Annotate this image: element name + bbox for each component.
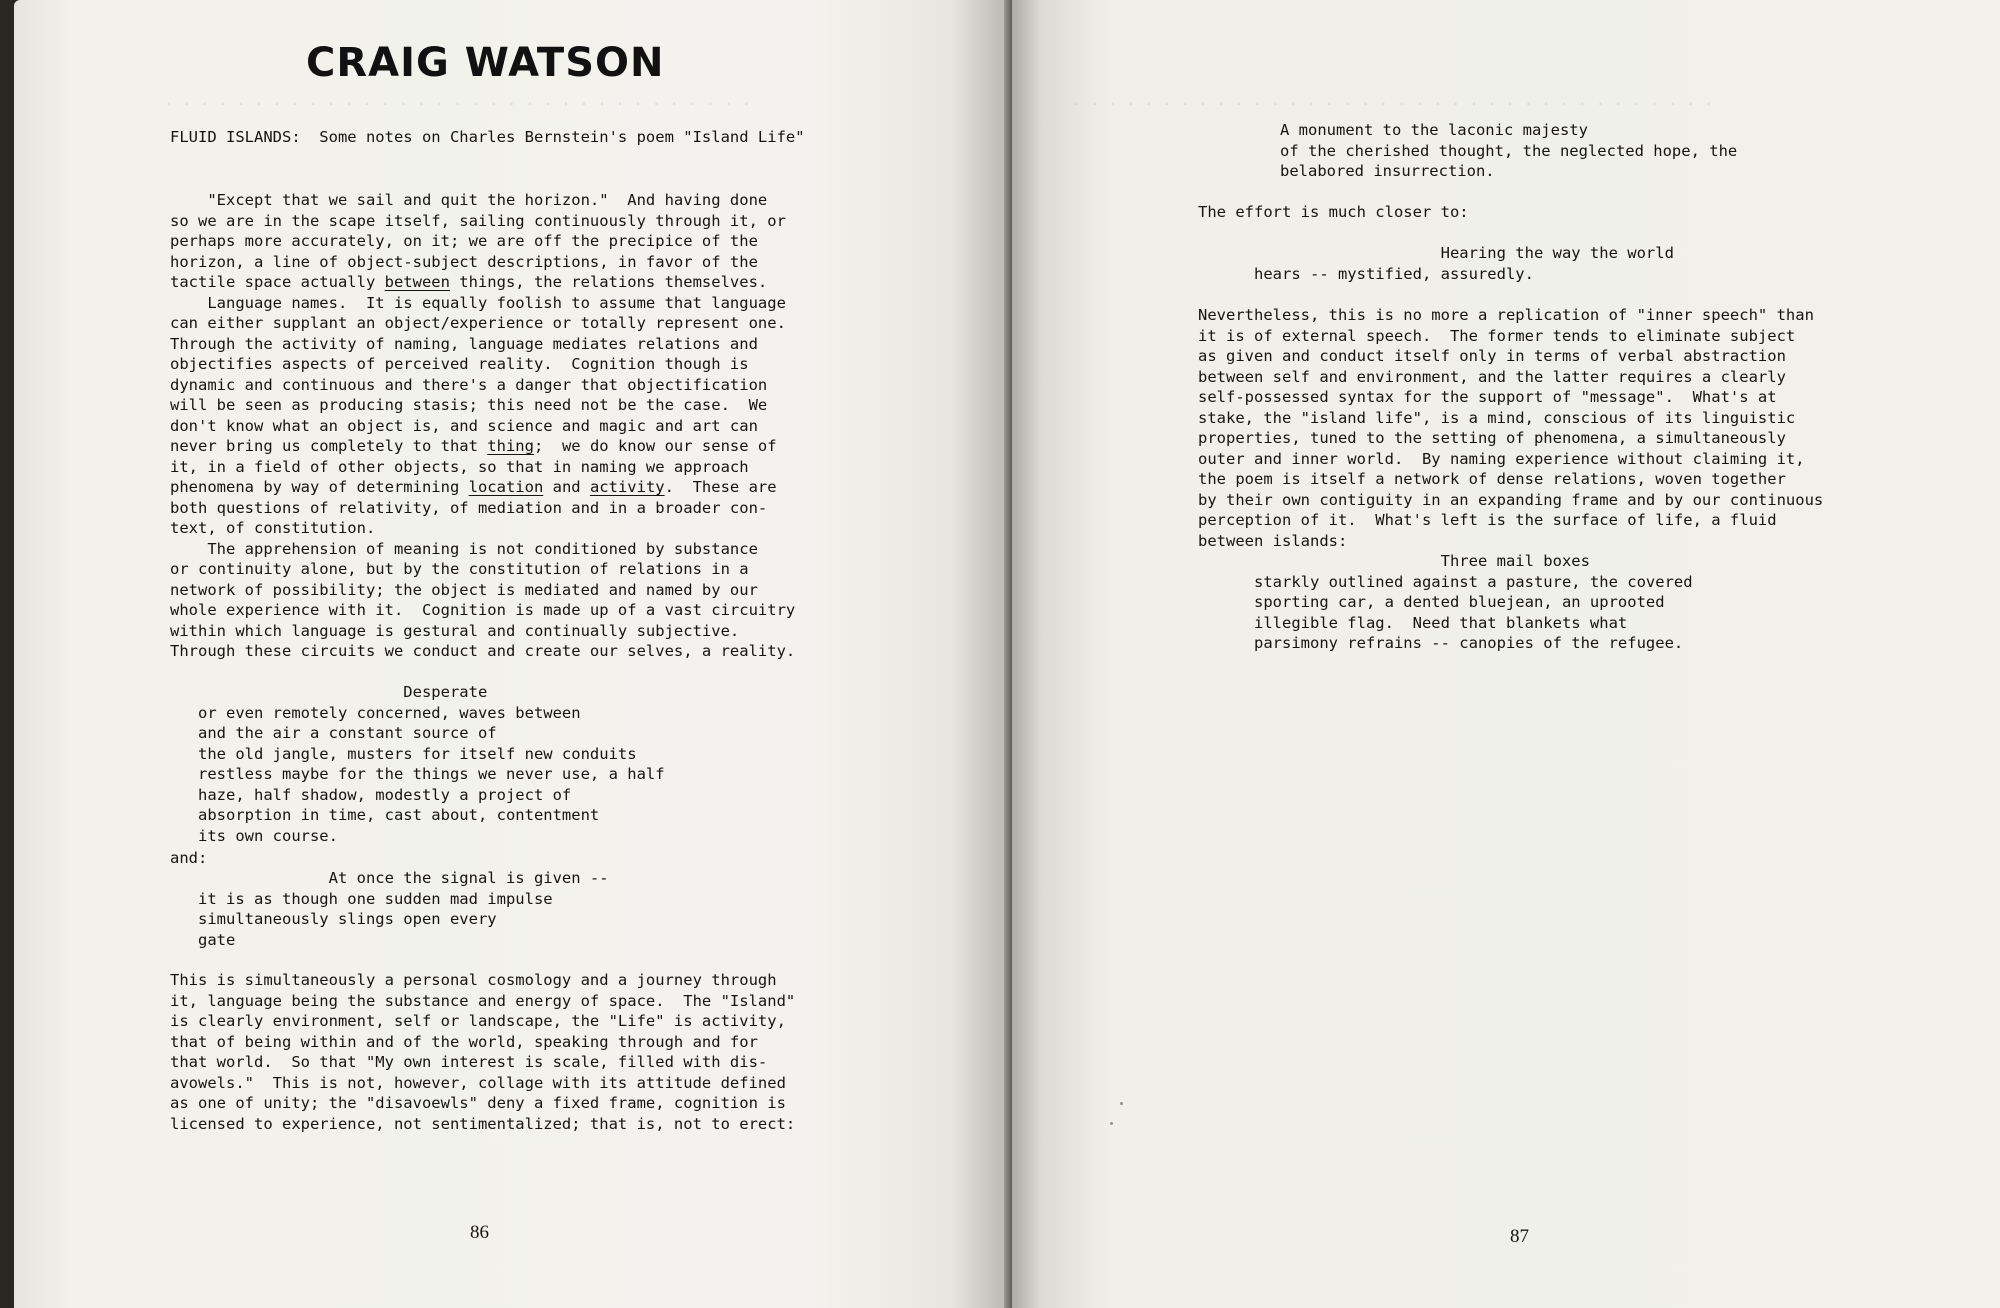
paragraph-2-b: ; we do know our sense of it, in a field of other objects, so that in naming we approach phenomena by way of determining: [170, 437, 777, 496]
show-through-text-left: . . . . . . . . . . . . . . . . . . . . . . . . . . . . . . . . .: [164, 91, 751, 109]
and-label: and:: [170, 849, 208, 867]
paragraph-2-c: and: [543, 478, 590, 496]
paragraph-2-d: . These are both questions of relativity, of mediation and in a broader con- text, of constitution.: [170, 478, 777, 537]
poem-quote-desperate: Desperate or even remotely concerned, waves between and the air a constant source of the old jangle, musters for itself new conduits restless maybe for the things we never use, a half haze, half shadow, modestly a project of absorption in time, cast about, contentment its own course.: [197, 683, 665, 845]
paragraph-2-a: Language names. It is equally foolish to assume that language can either supplant an object/experience or totally represent one. Through the activity of naming, language mediates relations and objectifies aspects of perceived reality. Cognition though is dynamic and continuous and there's a danger that objectification will be seen as producing stasis; this need not be the case. We don't know what an object is, and science and magic and art can never bring us completely to that: [170, 293, 786, 455]
paragraph-3: The apprehension of meaning is not conditioned by substance or continuity alone, but by the constitution of relations in a network of possibility; the object is mediated and named by our whole experience with it. Cognition is made up of a vast circuitry within which language is gestural and continually subjective. Through these circuits we conduct and create our selves, a reality.: [170, 539, 796, 660]
paragraph-5: Nevertheless, this is no more a replication of "inner speech" than it is of external speech. The former tends to eliminate subject as given and conduct itself only in terms of verbal abstraction between self and environment, and the latter requires a clearly self-possessed syntax for the support of "message". What's at stake, the "island life", is a mind, conscious of its linguistic properties, tuned to the setting of phenomena, a simultaneously outer and inner world. By naming experience without claiming it, the poem is itself a network of dense relations, woven together by their own contiguity in an expanding frame and by our continuous perception of it. What's left is the surface of life, a fluid between islands:: [1198, 306, 1824, 550]
essay-subtitle: FLUID ISLANDS: Some notes on Charles Bernstein's poem "Island Life": [170, 128, 805, 146]
page-number-left: 86: [470, 1222, 489, 1243]
underlined-thing: thing: [487, 437, 534, 455]
right-page: [1012, 0, 2000, 1308]
underlined-location: location: [468, 478, 544, 496]
left-body-text-1: [170, 190, 795, 662]
ink-speck: [1120, 1102, 1123, 1105]
paragraph-1: "Except that we sail and quit the horizon." And having done so we are in the scape itself, sailing continuously through it, or perhaps more accurately, on it; we are off the precipice of the horizon, a line of object-subject descriptions, in favor of the tactile space actually: [170, 191, 786, 291]
poem-quote-monument: A monument to the laconic majesty of the cherished thought, the neglected hope, the belabored insurrection.: [1280, 121, 1738, 180]
paragraph-1-end: things, the relations themselves.: [449, 273, 768, 291]
ink-speck: [1110, 1122, 1113, 1125]
poem-quote-signal: At once the signal is given -- it is as though one sudden mad impulse simultaneously slings open every gate: [197, 869, 609, 949]
author-title: CRAIG WATSON: [306, 40, 665, 86]
underlined-between: between: [384, 273, 450, 291]
left-page: [14, 0, 1010, 1308]
underlined-activity: activity: [589, 478, 665, 496]
effort-line: The effort is much closer to:: [1198, 203, 1469, 221]
poem-quote-mailboxes: Three mail boxes starkly outlined against a pasture, the covered sporting car, a dented bluejean, an uprooted illegible flag. Need that blankets what parsimony refrains -- canopies of the refugee.: [1253, 552, 1693, 652]
poem-quote-hearing: Hearing the way the world hears -- mystified, assuredly.: [1253, 244, 1674, 283]
paragraph-4: This is simultaneously a personal cosmology and a journey through it, language being the substance and energy of space. The "Island" is clearly environment, self or landscape, the "Life" is activity, that of being within and of the world, speaking through and for that world. So that "My own interest is scale, filled with dis- avowels." This is not, however, collage with its attitude defined as one of unity; the "disavoewls" deny a fixed frame, cognition is licensed to experience, not sentimentalized; that is, not to erect:: [170, 971, 796, 1133]
show-through-text-right: . . . . . . . . . . . . . . . . . . . . . . . . . . . . . . . . . . . .: [1072, 91, 1714, 109]
page-number-right: 87: [1510, 1226, 1529, 1247]
